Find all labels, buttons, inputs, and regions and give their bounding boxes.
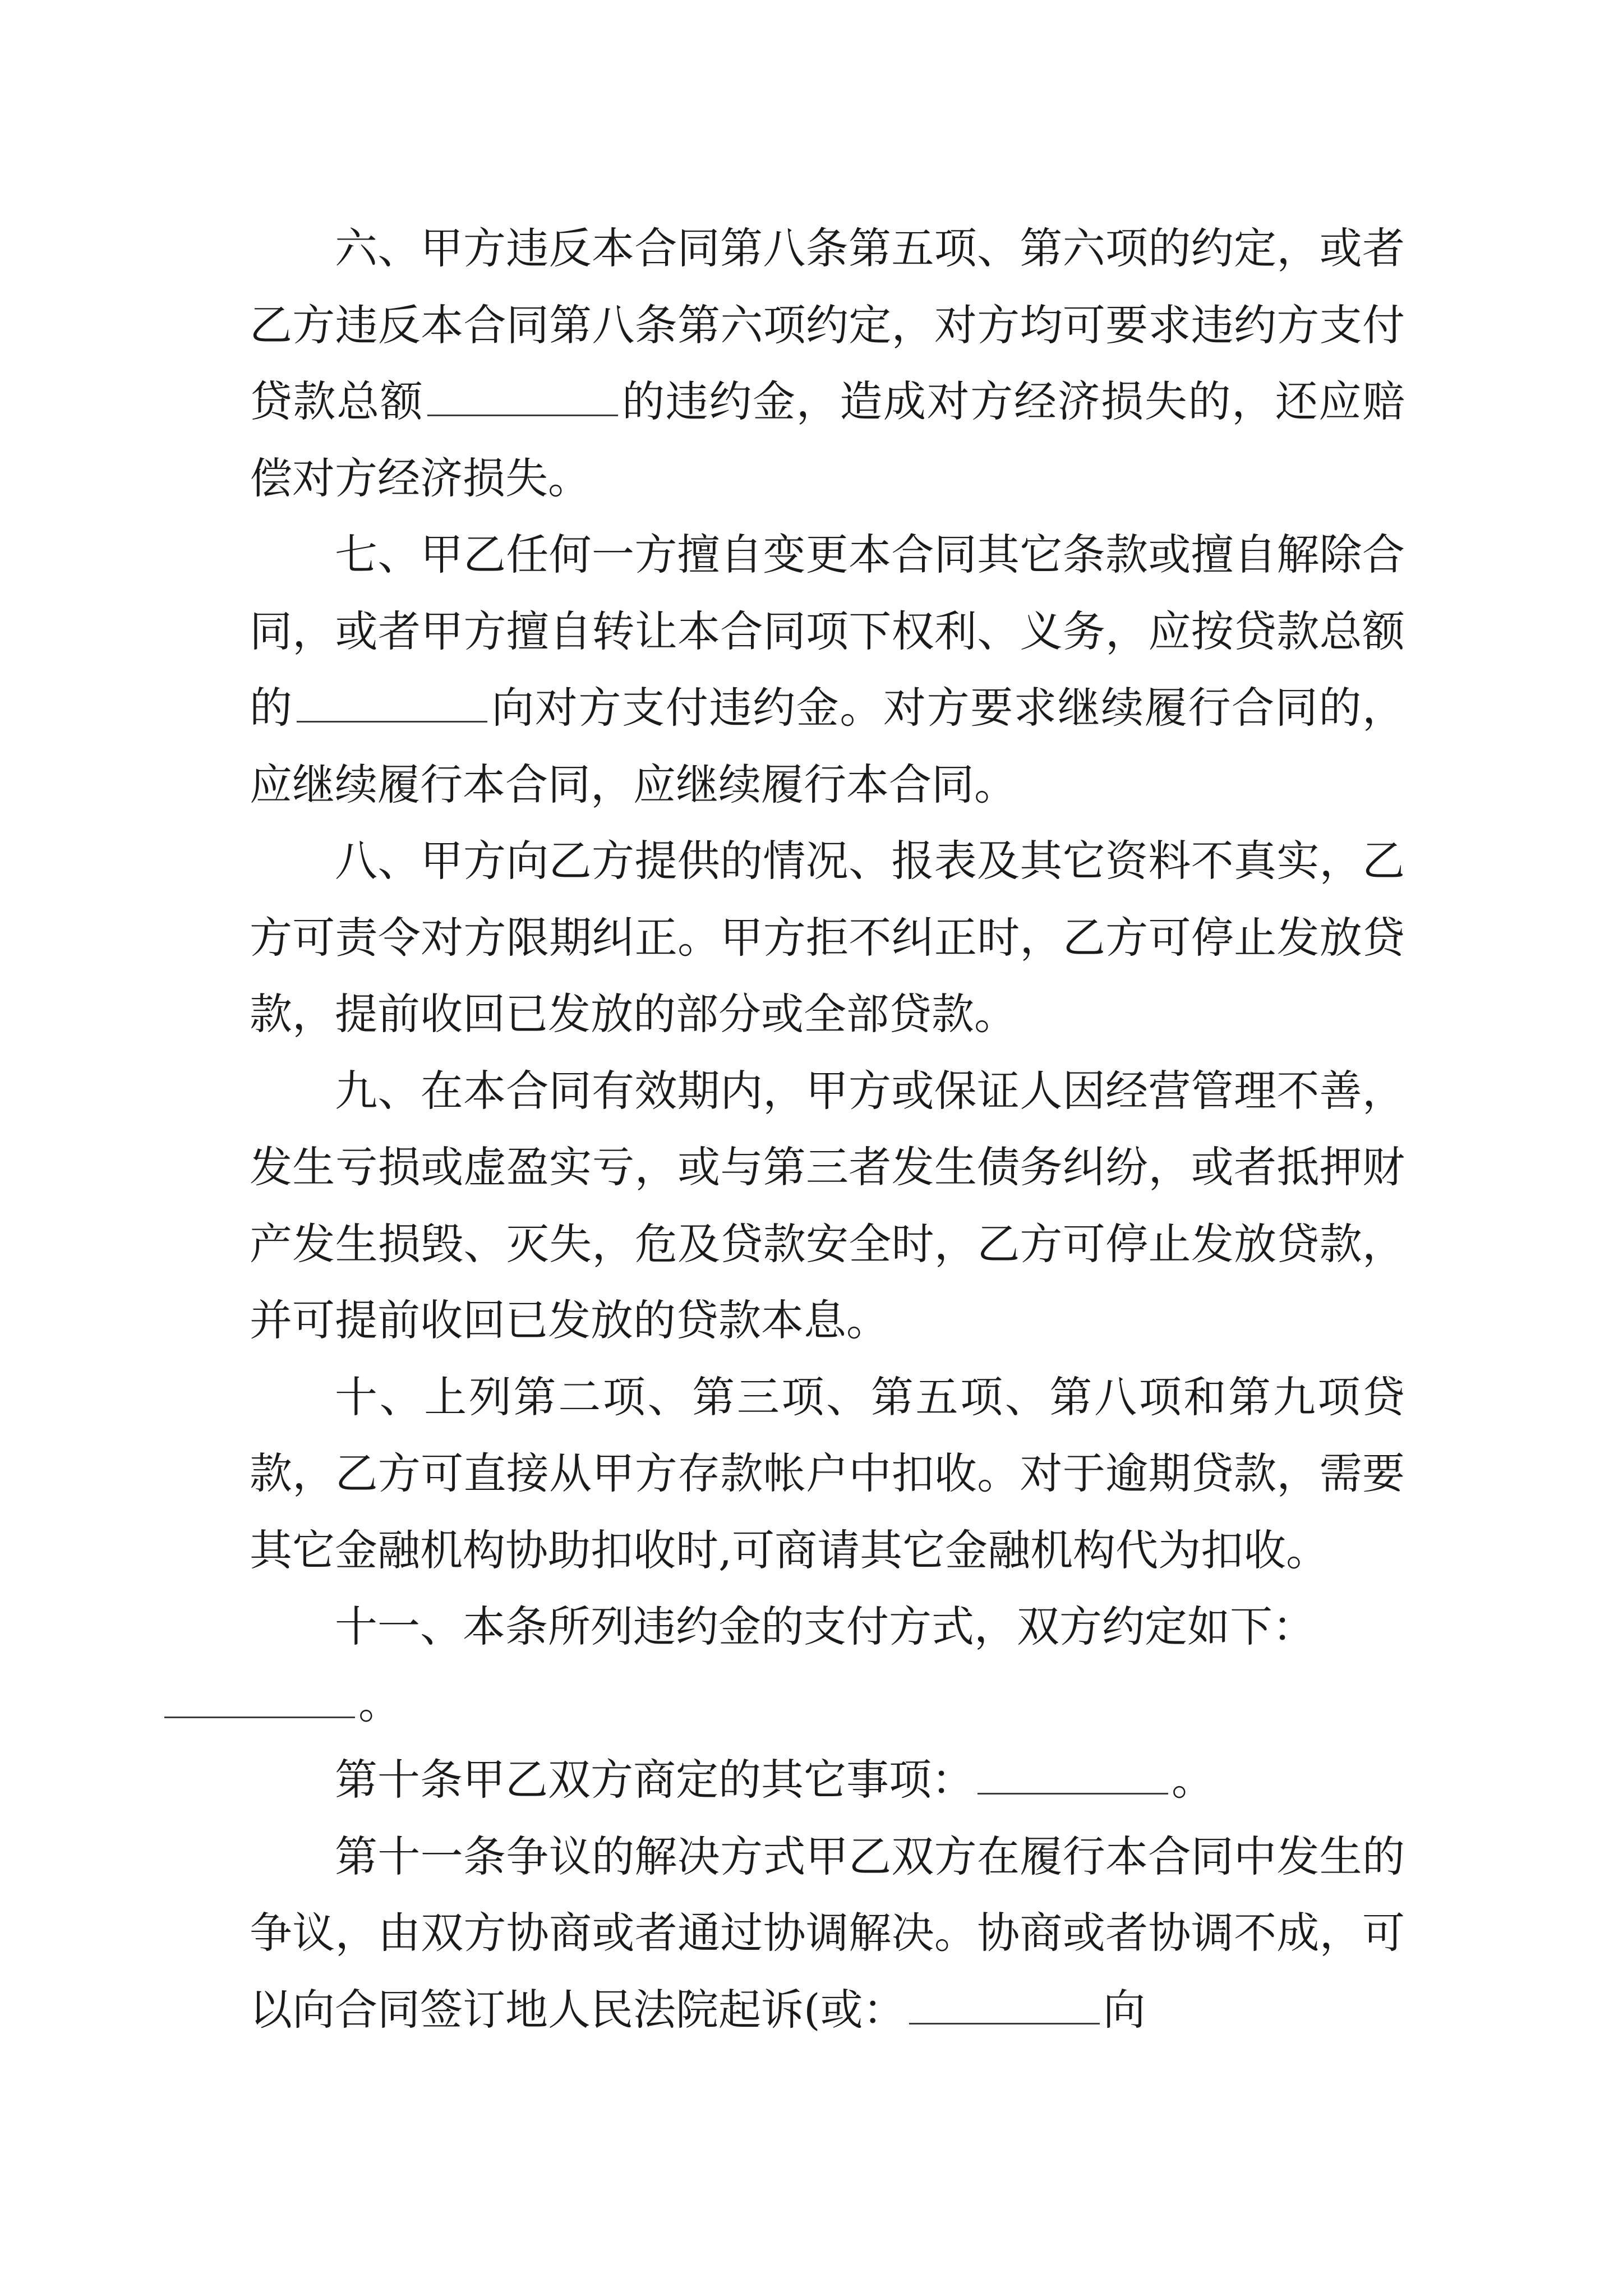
article-11-text-before: 第十一条争议的解决方式甲乙双方在履行本合同中发生的争议，由双方协商或者通过协调解决。协商或者协调不成，可以向合同签订地人民法院起诉(或： <box>250 1831 1405 2035</box>
clause-7-text-before: 七、甲乙任何一方擅自变更本合同其它条款或擅自解除合同，或者甲方擅自转让本合同项下权利、义务，应按贷款总额的 <box>250 530 1405 733</box>
payment-method-blank <box>164 1683 355 1718</box>
arbitration-body-blank <box>909 1989 1100 2024</box>
penalty-rate-blank <box>427 381 618 416</box>
clause-6-text-after: 的违约金，造成对方经济损失的，还应赔偿对方经济损失。 <box>250 376 1405 503</box>
article-11-paragraph <box>250 1819 1405 2049</box>
clause-8-paragraph: 八、甲方向乙方提供的情况、报表及其它资料不真实，乙方可责令对方限期纠正。甲方拒不纠正时，乙方可停止发放贷款，提前收回已发放的部分或全部贷款。 <box>250 836 1405 1039</box>
penalty-amount-blank <box>297 687 487 723</box>
clause-6-text-before: 六、甲方违反本合同第八条第五项、第六项的约定，或者乙方违反本合同第八条第六项约定，对方均可要求违约方支付贷款总额 <box>250 223 1405 426</box>
clause-11-text-before: 十一、本条所列违约金的支付方式，双方约定如下： <box>335 1602 1315 1651</box>
article-10-paragraph <box>250 1742 1405 1819</box>
clause-11-text-after: 。 <box>358 1678 401 1728</box>
clause-11-paragraph <box>250 1589 1405 1742</box>
article-10-text-after: 。 <box>1172 1755 1214 1805</box>
article-11-text-after: 向 <box>1103 1984 1146 2035</box>
clause-10-paragraph: 十、上列第二项、第三项、第五项、第八项和第九项贷款，乙方可直接从甲方存款帐户中扣收。对于逾期贷款，需要其它金融机构协助扣收时,可商请其它金融机构代为扣收。 <box>250 1372 1405 1575</box>
clause-7-text-after: 向对方支付违约金。对方要求继续履行合同的，应继续履行本合同，应继续履行本合同。 <box>250 683 1405 809</box>
article-10-text-before: 第十条甲乙双方商定的其它事项： <box>335 1755 974 1805</box>
clause-6-paragraph <box>250 210 1405 517</box>
clause-7-paragraph <box>250 517 1405 823</box>
contract-body <box>250 210 1405 2048</box>
other-matters-blank <box>978 1759 1168 1795</box>
clause-9-paragraph: 九、在本合同有效期内，甲方或保证人因经营管理不善，发生亏损或虚盈实亏，或与第三者发生债务纠纷，或者抵押财产发生损毁、灭失，危及贷款安全时，乙方可停止发放贷款，并可提前收回已发放的贷款本息。 <box>250 1065 1405 1345</box>
